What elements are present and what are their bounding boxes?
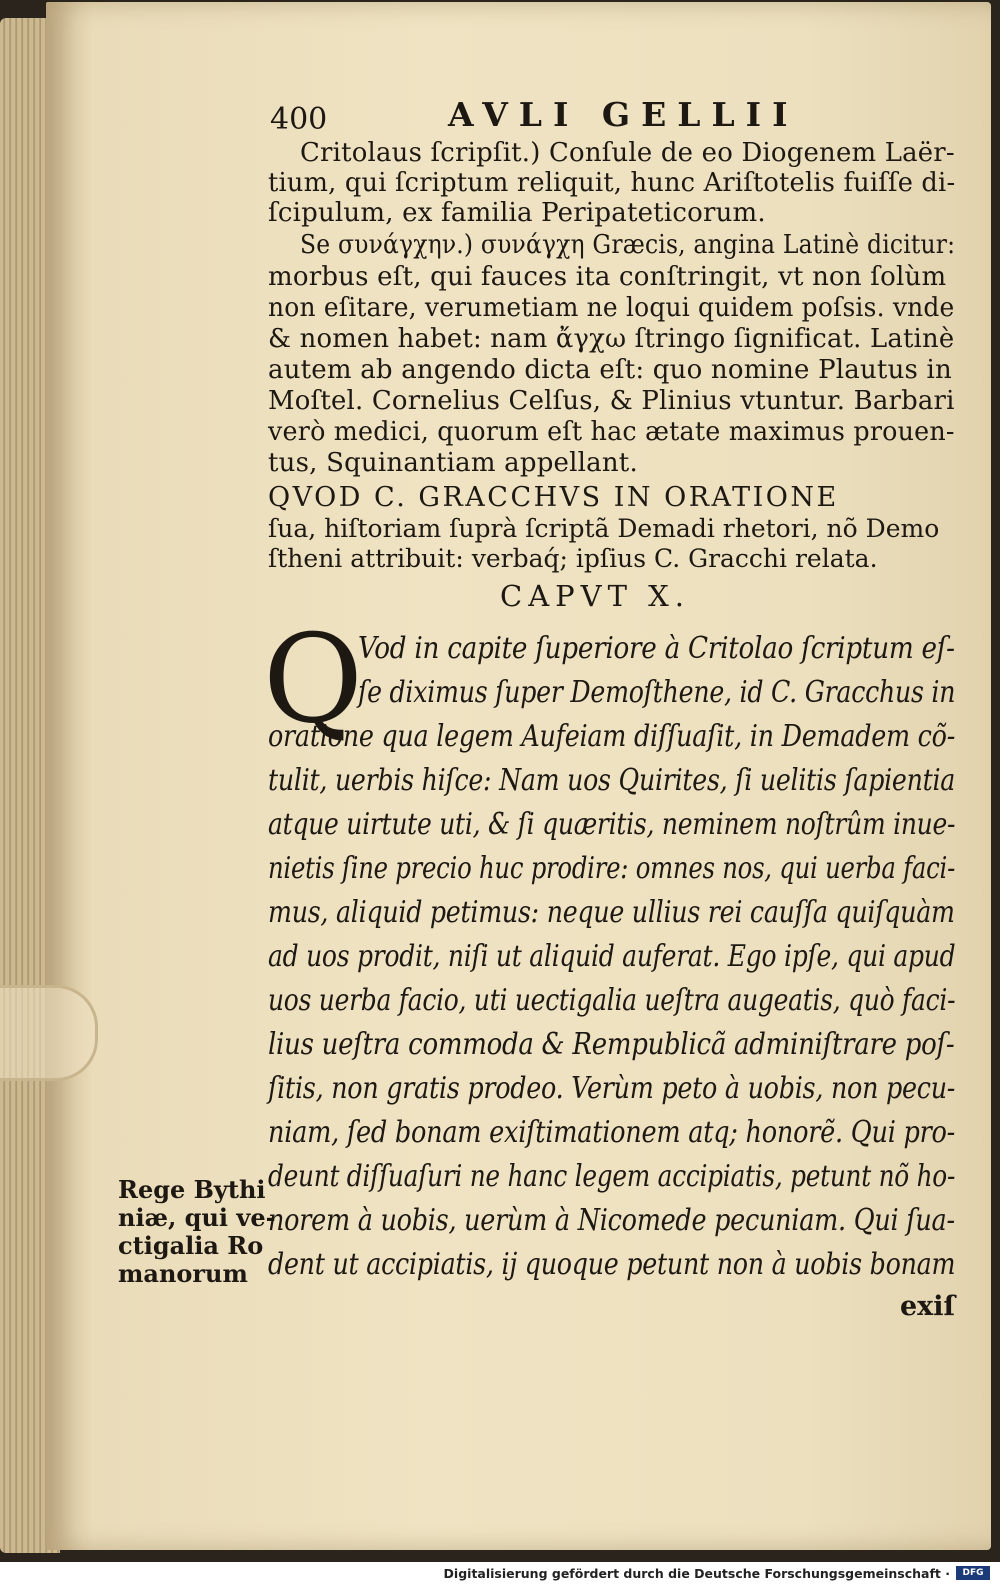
running-head: AVLI GELLII xyxy=(448,95,799,134)
chapter-summary-line: ſua, hiſtoriam ſuprà ſcriptã Demadi rhetori, nõ Demo xyxy=(268,514,940,543)
text-line: verò medici, quorum eſt hac ætate maximus prouen- xyxy=(268,417,955,447)
drop-cap: Q xyxy=(263,608,364,750)
text-line: & nomen habet: nam ἄγχω ſtringo ſignificat. Latinè xyxy=(268,324,955,354)
text-line: nietis ſine precio huc prodire: omnes nos, qui uerba faci- xyxy=(268,851,956,886)
text-line: dent ut accipiatis, ij quoque petunt non à uobis bonam xyxy=(268,1247,956,1282)
text-line: ſcipulum, ex familia Peripateticorum. xyxy=(268,198,766,228)
chapter-title: CAPVT X. xyxy=(500,579,691,613)
chapter-summary-line: ſtheni attribuit: verbaq́; ipſius C. Gracchi relata. xyxy=(268,544,878,573)
text-line: atque uirtute uti, & ſi quæritis, neminem noſtrûm inue- xyxy=(268,807,956,842)
margin-note-line: ctigalia Ro xyxy=(118,1231,264,1260)
text-line: mus, aliquid petimus: neque ullius rei cauſſa quiſquàm xyxy=(268,895,955,930)
text-line: lius ueſtra commoda & Rempublicã adminiſtrare poſ- xyxy=(268,1027,955,1062)
text-line: tus, Squinantiam appellant. xyxy=(268,448,638,478)
text-line: ſe diximus ſuper Demoſthene, id C. Gracchus in xyxy=(358,675,956,710)
text-line: oratione qua legem Aufeiam diſſuaſit, in Demadem cõ- xyxy=(268,719,956,754)
text-line: norem à uobis, uerùm à Nicomede pecuniam. Qui ſua- xyxy=(268,1203,955,1238)
margin-note-line: manorum xyxy=(118,1259,248,1288)
margin-note-line: niæ, qui ve- xyxy=(118,1203,276,1232)
text-line: Critolaus ſcripſit.) Conſule de eo Diogenem Laër- xyxy=(300,138,955,168)
text-line: tulit, uerbis hiſce: Nam uos Quirites, ſi uelitis ſapientia xyxy=(268,763,956,798)
text-line: ad uos prodit, niſi ut aliquid auferat. Ego ipſe, qui apud xyxy=(268,939,956,974)
text-line: morbus eſt, qui fauces ita conſtringit, vt non ſolùm xyxy=(268,262,947,292)
text-line: tium, qui ſcriptum reliquit, hunc Ariſtotelis fuiſſe di- xyxy=(268,168,956,198)
text-line: Se συνάγχην.) συνάγχη Græcis, angina Latinè dicitur: xyxy=(300,230,956,260)
chapter-heading: QVOD C. GRACCHVS IN ORATIONE xyxy=(268,482,839,513)
text-line: deunt diſſuaſuri ne hanc legem accipiatis, petunt nõ ho- xyxy=(268,1159,956,1194)
text-line: uos uerba facio, uti uectigalia ueſtra augeatis, quò faci- xyxy=(268,983,956,1018)
book-clasp xyxy=(0,985,98,1081)
catchword: exiſ xyxy=(900,1291,956,1322)
text-line: Moſtel. Cornelius Celſus, & Plinius vtuntur. Barbari xyxy=(268,386,955,416)
margin-note-line: Rege Bythi xyxy=(118,1175,266,1204)
text-line: non eſitare, verumetiam ne loqui quidem poſsis. vnde xyxy=(268,293,955,323)
footer-credit: Digitalisierung gefördert durch die Deutsche Forschungsgemeinschaft · xyxy=(443,1566,950,1581)
folio-number: 400 xyxy=(270,102,328,137)
text-line: autem ab angendo dicta eſt: quo nomine Plautus in xyxy=(268,355,952,385)
footer-bar xyxy=(0,1562,1000,1585)
text-line: Vod in capite ſuperiore à Critolao ſcriptum eſ- xyxy=(358,631,955,666)
text-line: ſitis, non gratis prodeo. Verùm peto à uobis, non pecu- xyxy=(268,1071,956,1106)
text-line: niam, ſed bonam exiſtimationem atq; honorẽ. Qui pro- xyxy=(268,1115,956,1150)
dfg-logo-icon: DFG xyxy=(956,1566,990,1580)
